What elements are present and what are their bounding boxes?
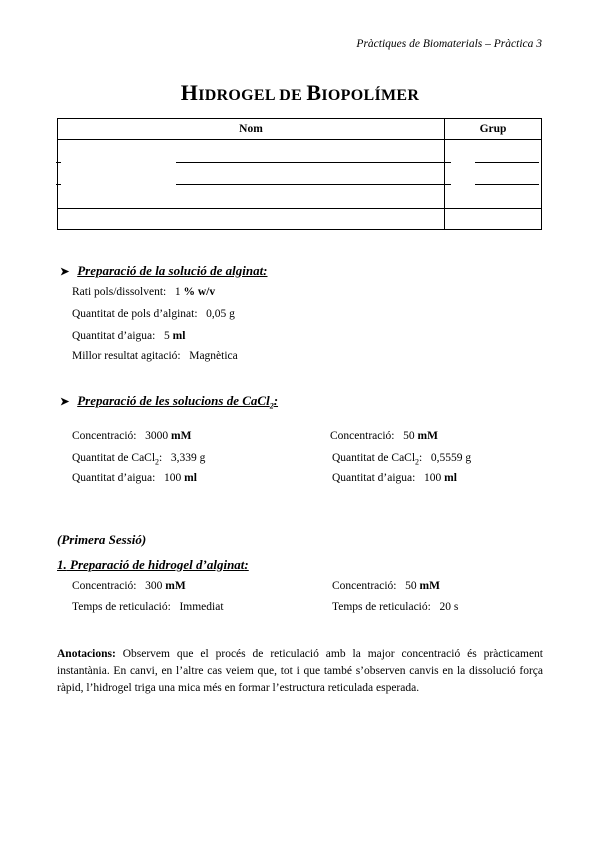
section-title: Preparació de la solució de alginat: [77,263,268,278]
title-letter-h: H [180,80,199,105]
arrow-bullet-icon: ➤ [60,266,70,278]
notes-label: Anotacions: [57,648,116,660]
tick-mark-2 [56,184,61,185]
column-header-group: Grup [445,119,542,140]
water-line: Quantitat d’aigua: 5 ml [72,330,186,342]
water-left: Quantitat d’aigua: 100 ml [72,472,197,484]
arrow-bullet-icon: ➤ [60,396,70,408]
page-header: Pràctiques de Biomaterials – Pràctica 3 [356,38,542,50]
concentration-left: Concentració: 3000 mM [72,430,192,442]
cacl2-qty-left: Quantitat de CaCl$_2$: 3,339 g [72,452,206,467]
notes-paragraph [57,646,543,697]
extra-name-cell[interactable] [58,209,445,230]
water-right: Quantitat d’aigua: 100 ml [332,472,457,484]
name-line-2 [176,184,450,185]
title-part-2: IOPOLÍMER [321,87,420,104]
name-line-1 [176,162,450,163]
reticulation-time-left: Temps de reticulació: Immediat [72,601,224,613]
tick-mark-1 [56,162,61,163]
session-heading: (Primera Sessió) [57,532,147,547]
hydrogel-concentration-right: Concentració: 50 mM [332,580,440,592]
student-table [57,118,542,230]
agitation-line: Millor resultat agitació: Magnètica [72,350,238,362]
ratio-line: Rati pols/dissolvent: 1 % w/v [72,286,216,298]
section-hydrogel-prep [57,556,249,574]
section-title: Preparació de les solucions de CaCl$_2$: [77,393,279,411]
document-title [0,80,600,106]
column-header-name: Nom [58,119,445,140]
group-cell[interactable] [445,140,542,209]
concentration-right: Concentració: 50 mM [330,430,438,442]
title-letter-b: B [306,80,322,105]
group-line-1 [475,162,539,163]
group-tick-2 [447,184,451,185]
reticulation-time-right: Temps de reticulació: 20 s [332,601,459,613]
section-alginate-solution [60,262,268,280]
section-cacl2-solutions [60,392,278,411]
section-title: 1. Preparació de hidrogel d’alginat: [57,557,249,572]
hydrogel-concentration-left: Concentració: 300 mM [72,580,186,592]
extra-group-cell[interactable] [445,209,542,230]
group-line-2 [475,184,539,185]
notes-text: Observem que el procés de reticulació amb la major concentració és pràcticament instantània. En canvi, en l’altre cas veiem que, tot i que també s’observen canvis en la dissolució força ràpid, l’hidrogel triga una mica més en formar l’estructura reticulada esperada. [57,648,544,694]
title-part-1: IDROGEL DE [198,87,307,104]
cacl2-qty-right: Quantitat de CaCl$_2$: 0,5559 g [332,452,472,467]
name-cell[interactable] [58,140,445,209]
alginate-powder-line: Quantitat de pols d’alginat: 0,05 g [72,308,235,320]
group-tick-1 [447,162,451,163]
